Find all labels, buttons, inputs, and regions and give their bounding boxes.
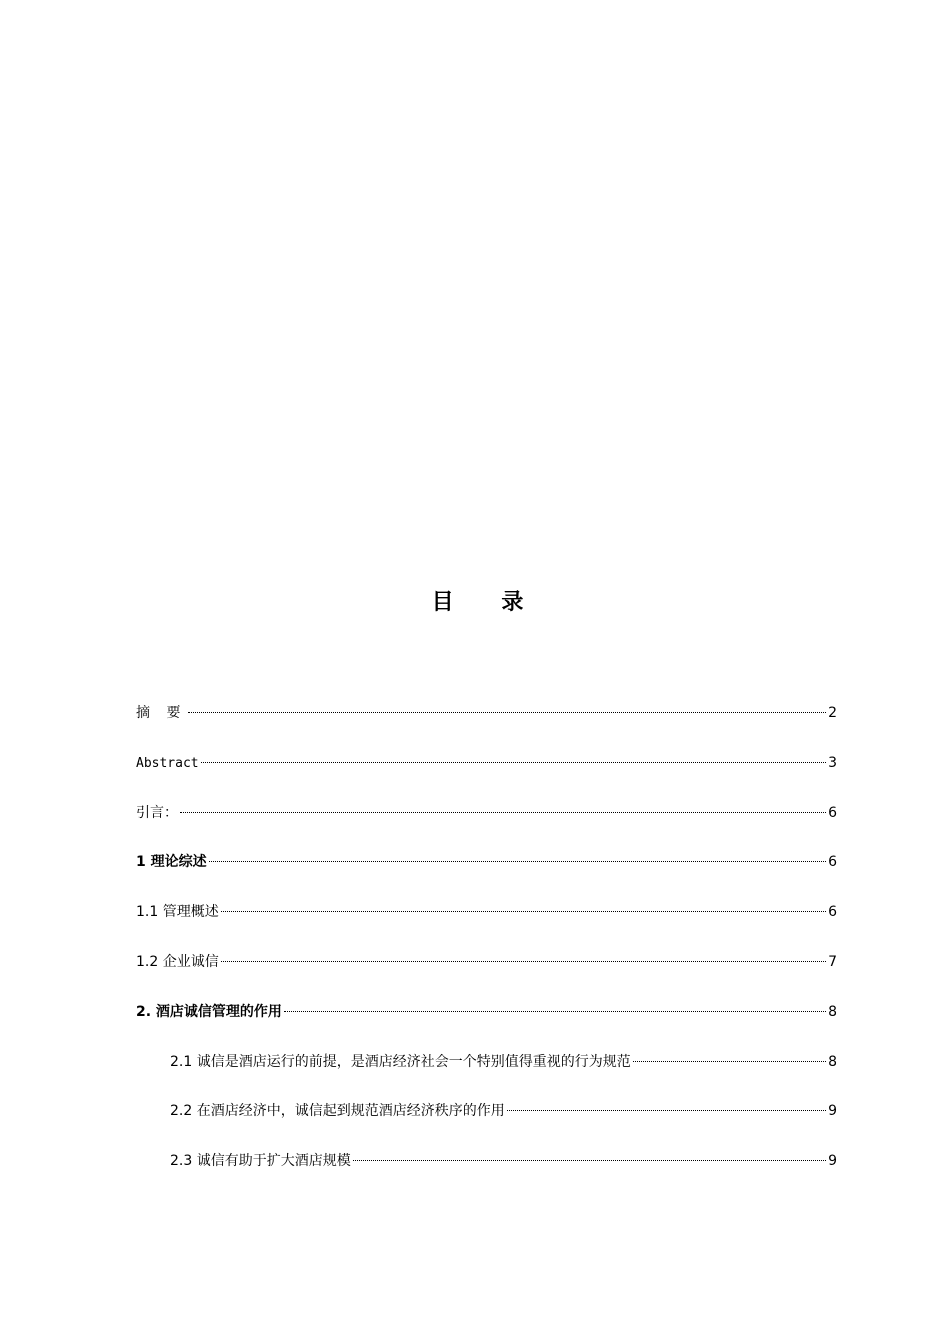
toc-entry-page: 6 xyxy=(828,904,837,921)
toc-leader-dots xyxy=(221,961,826,962)
toc-entry-introduction[interactable] xyxy=(136,800,837,850)
toc-title: 目 录 xyxy=(431,590,544,615)
toc-entry-label: 1 理论综述 xyxy=(136,854,207,871)
toc-entry-abstract-en[interactable] xyxy=(136,750,837,800)
toc-entry-page: 8 xyxy=(828,1003,837,1020)
toc-leader-dots xyxy=(353,1160,826,1161)
toc-entry-page: 9 xyxy=(828,1153,837,1170)
toc-entry-label: Abstract xyxy=(136,755,199,771)
toc-leader-dots xyxy=(633,1061,826,1062)
toc-entry-label: 摘 要 xyxy=(136,705,187,721)
toc-leader-dots xyxy=(180,812,826,813)
toc-entry-label: 引言： xyxy=(136,804,178,821)
toc-entry-section-2-1[interactable] xyxy=(136,1049,837,1099)
toc-entry-chapter-2[interactable] xyxy=(136,999,837,1049)
toc-entry-page: 6 xyxy=(828,804,837,821)
toc-leader-dots xyxy=(507,1110,826,1111)
toc-leader-dots xyxy=(221,911,826,912)
toc-leader-dots xyxy=(209,861,826,862)
toc-entry-chapter-1[interactable] xyxy=(136,849,837,899)
toc-entry-label: 2. 酒店诚信管理的作用 xyxy=(136,1003,282,1020)
toc-entry-page: 8 xyxy=(828,1053,837,1070)
toc-entry-page: 7 xyxy=(828,953,837,970)
toc-entry-label: 1.1 管理概述 xyxy=(136,904,219,921)
toc-leader-dots xyxy=(201,762,826,763)
toc-entry-page: 2 xyxy=(828,705,837,721)
toc-entry-page: 3 xyxy=(828,754,837,771)
toc-leader-dots xyxy=(284,1011,826,1012)
toc-entry-label: 2.2 在酒店经济中，诚信起到规范酒店经济秩序的作用 xyxy=(170,1103,505,1120)
toc-entry-section-1-1[interactable] xyxy=(136,899,837,949)
toc-entry-label: 2.1 诚信是酒店运行的前提，是酒店经济社会一个特别值得重视的行为规范 xyxy=(170,1053,631,1070)
table-of-contents xyxy=(136,700,837,1198)
toc-entry-page: 9 xyxy=(828,1103,837,1120)
toc-entry-abstract-cn[interactable] xyxy=(136,700,837,750)
toc-entry-label: 1.2 企业诚信 xyxy=(136,953,219,970)
toc-entry-section-2-3[interactable] xyxy=(136,1148,837,1198)
toc-leader-dots xyxy=(188,712,826,713)
toc-entry-page: 6 xyxy=(828,854,837,871)
toc-entry-section-1-2[interactable] xyxy=(136,949,837,999)
toc-entry-label: 2.3 诚信有助于扩大酒店规模 xyxy=(170,1153,351,1170)
toc-entry-section-2-2[interactable] xyxy=(136,1098,837,1148)
